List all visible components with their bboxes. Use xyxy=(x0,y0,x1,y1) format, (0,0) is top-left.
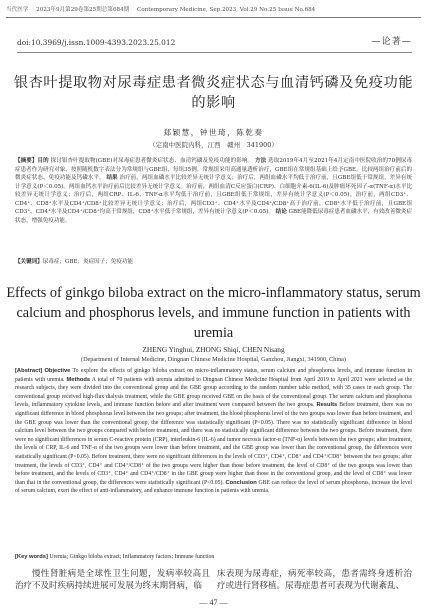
doi-text: doi:10.3969/j.issn.1009-4393.2023.25.012 xyxy=(17,38,176,47)
keywords-cn xyxy=(15,258,412,267)
objective-en-label: Objective xyxy=(44,368,71,374)
conclusion-en: GBE can reduce the level of serum phosphorus, increase the level of serum calcium, exert the effect of anti-inflammatory, and enhance immune function in patients with uremia. xyxy=(15,479,413,495)
authors-en: ZHENG Yinghui, ZHONG Shiqi, CHEN Nisang xyxy=(142,345,285,354)
journal-name-cn: 当代医学 xyxy=(6,7,29,13)
issue-info-cn: 2023年9月第29卷第25期总第684期 xyxy=(36,7,130,13)
abstract-cn-label: 【摘要】 xyxy=(15,158,38,164)
body-column-left: 慢性肾脏病是全球性卫生问题，发病率较高且治疗不及时疾病持续进展可发展为终末期肾病，临 xyxy=(15,569,210,592)
affiliation-cn: （定南中医院内科，江西 赣州 341900） xyxy=(149,141,278,149)
affiliation-en: (Department of Internal Medicine, Dingnan Chinese Medicine Hospital, Ganzhou, Jiangxi, 341900, China) xyxy=(81,356,346,363)
abstract-en xyxy=(15,367,412,496)
conclusion-en-label: Conclusion xyxy=(225,479,257,486)
authors-cn: 郑颖慧，钟世琦，陈乾奏 xyxy=(163,128,264,137)
objective-cn-label: 目的 xyxy=(37,158,49,164)
body-column-right: 床表现为尿毒症，病死率较高，患者需终身透析治疗或进行肾移植。尿毒症患者可表现为代谢紊乱、 xyxy=(217,569,412,592)
conclusion-cn: GBE能降低尿毒症患者血磷水平，有效改善微炎症状态，增强免疫功能。 xyxy=(15,209,413,224)
title-en: Effects of ginkgo biloba extract on the micro-inflammatory status, serum calcium and phosphorus levels, and immune function in patients with uremia xyxy=(6,285,421,341)
results-cn: 治疗前，两组血磷水平比较差异无统计学意义；治疗后，两组血磷水平均低于治疗前，且GBE组低于常规组，差异有统计学意义(P＜0.05)。两组血钙水平治疗前后比较差异无统计学意义。治疗前，两组血清C反应蛋白(CRP)、白细胞介素-6(IL-6)及肿瘤坏死因子-α(TNF-α)水平比较差异无统计学意义；治疗后，两组CRP、IL-6、TNF-α水平均低于治疗前，且GBE组低于常规组，差异有统计学意义(P＜0.05)。治疗前，两组CD3⁺、CD4⁺、CD8⁺水平及CD4⁺/CD8⁺比较差异无统计学意义；治疗后，两组CD3⁺、CD4⁺水平及CD4⁺/CD8⁺高于治疗前，CD8⁺水平低于治疗前，且GBE组CD3⁺、CD4⁺水平及CD4⁺/CD8⁺均高于常规组，CD8⁺水平低于常规组，差异有统计学意义(P＜0.05)。 xyxy=(15,175,413,216)
header-rule xyxy=(6,17,421,18)
methods-en: A total of 70 patients with uremia admitted to Dingnan Chinese Medicine Hospital from April 2019 to April 2021 were selected as the research subjects, they were divided into the conventional group and the GBE group according to the random number table method, with 35 cases in each group. The conventional group received high-flux dialysis treatment, while the GBE group received GBE on the basis of the conventional group. The serum calcium and phosphorus levels, inflammatory cytokine levels, and immune function before and after treatment were compared between the two groups. xyxy=(15,376,412,409)
results-cn-label: 结果 xyxy=(106,175,118,182)
abstract-en-label: [Abstract] xyxy=(15,368,43,374)
running-header xyxy=(6,4,421,16)
section-label: —论著— xyxy=(371,36,412,47)
methods-cn: 选取2019年4月至2021年4月定南中医院收治的70例尿毒症患者作为研究对象，按照随机数字表法分为常规组与GBE组，每组35例。常规组采用高通量透析治疗，GBE组在常规组基础上给予GBE。比较两组治疗前后的微炎症状态、免疫功能及钙磷水平。 xyxy=(15,158,412,182)
conclusion-cn-label: 结论 xyxy=(275,209,287,216)
methods-cn-label: 方法 xyxy=(255,158,267,164)
page-number: — 47 — xyxy=(199,598,228,607)
doi-row xyxy=(17,37,412,49)
keywords-cn-text: 尿毒症；GBE；炎症因子；免疫功能 xyxy=(42,259,133,265)
keywords-cn-label: 【关键词】 xyxy=(15,259,43,265)
keywords-en-text: Uremia; Ginkgo biloba extract; Inflammatory factors; Immune function xyxy=(49,554,215,560)
objective-en: To explore the effects of ginkgo biloba extract on micro-inflammatory status, serum calcium and phosphorus levels, and immune function in patients with uremia. xyxy=(15,368,412,383)
abstract-cn xyxy=(15,157,412,225)
title-cn: 银杏叶提取物对尿毒症患者微炎症状态与血清钙磷及免疫功能的影响 xyxy=(13,75,414,111)
results-en-label: Results xyxy=(316,402,338,409)
journal-name-en: Contemporary Medicine, Sep.2023, Vol.29 No.25 Issue No.684 xyxy=(137,7,316,13)
keywords-en-label: [Key words] xyxy=(15,554,48,560)
methods-en-label: Methods xyxy=(66,376,91,383)
objective-cn: 探讨银杏叶提取物(GBE)对尿毒症患者微炎症状态、血清钙磷及免疫功能的影响。 xyxy=(50,158,254,164)
keywords-en xyxy=(15,553,412,562)
doi-rule xyxy=(17,52,412,53)
results-en: Before treatment, there was no significant difference in blood phosphorus level between the two groups; after treatment, the blood phosphorus level of the two groups was lower than before treatment, and the GBE group was lower than the conventional group, the difference was statistically significant (P<0.05). There was no statistically significant difference in blood calcium level between the two groups compared with before treatment, and there was no statistically significant difference between the two groups. Before treatment, there were no significant differences in serum C-reactive protein (CRP), interleukin-6 (IL-6) and tumor necrosis factor-α (TNF-α) levels between the two groups; after treatment, the levels of CRP, IL-6 and TNF-α of the two groups were lower than before treatment, and the GBE group was lower than the conventional group, the differences were statistically significant (P<0.05). Before treatment, there were no significant differences in the levels of CD3⁺, CD4⁺, CD8⁺ and CD4⁺/CD8⁺ between the two groups; after treatment, the levels of CD3⁺, CD4⁺ and CD4⁺/CD8⁺ of the two groups were higher than those before treatment, the level of CD8⁺ of the two groups was lower than before treatment, and the levels of CD3⁺, CD4⁺ and CD4⁺/CD8⁺ in the GBE group were higher than those in the conventional group, and the level of CD8⁺ was lower than that in the conventional group, the differences were statistically significant (P<0.05). xyxy=(15,402,413,486)
